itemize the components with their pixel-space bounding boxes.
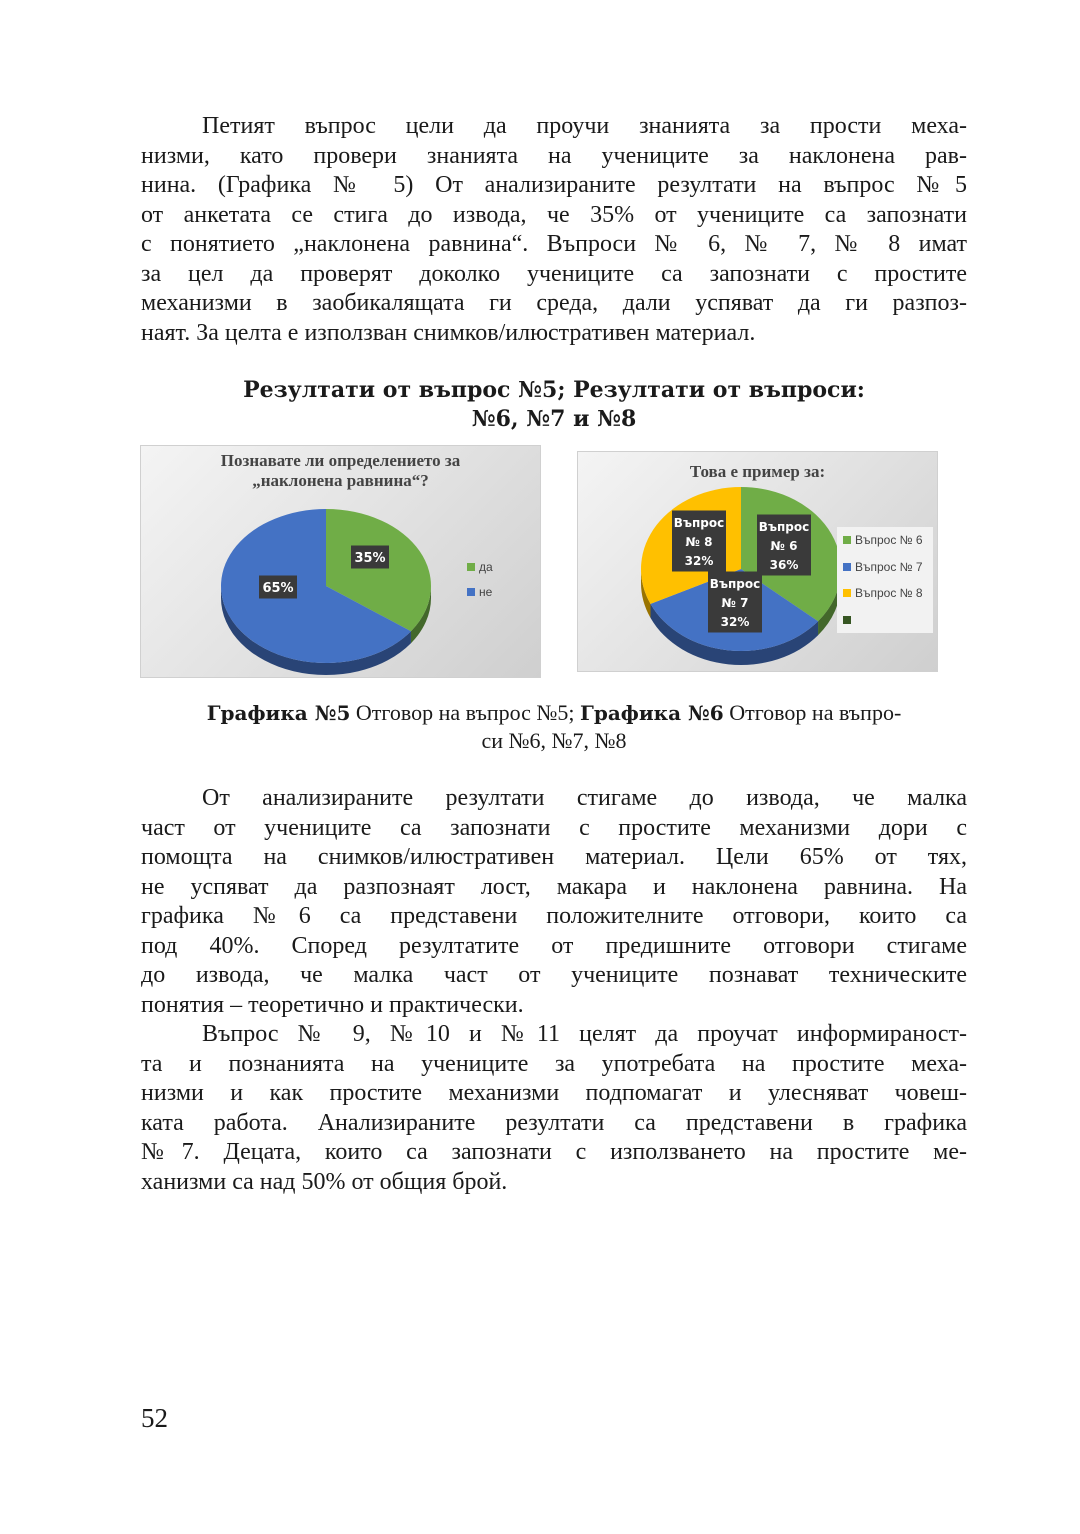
text-line: не успяват да разпознаят лост, макара и наклонена равнина. На <box>141 873 967 900</box>
legend-item-yes: да <box>467 554 493 581</box>
text-line: с понятието „наклонена равнина“. Въпроси № 6, № 7, № 8 имат <box>141 231 967 257</box>
legend-item-q6: Въпрос № 6 <box>843 527 933 554</box>
text-line: От анализираните резултати стигаме до извода, че малка <box>202 785 967 811</box>
chart-1-legend <box>467 554 493 605</box>
text-line: та и познанията на учениците за употребата на простите меха- <box>141 1050 967 1077</box>
text-line: нина. (Графика № 5) От анализираните резултати на въпрос №5 <box>141 172 967 198</box>
legend-item-empty <box>843 607 933 634</box>
text-line: ката работа. Анализираните резултати са представени в графика <box>141 1109 967 1136</box>
text-line: низми и как простите механизми подпомагат и улесняват човеш- <box>141 1080 967 1106</box>
text-line: за цел да проверят доколко учениците са запознати с простите <box>141 260 967 287</box>
text-line: №7. Децата, които са запознати с използването на простите ме- <box>141 1139 967 1165</box>
text-line: част от учениците са запознати с простите механизми дори с <box>141 814 967 841</box>
text-line: понятия – теоретично и практически. <box>141 991 524 1018</box>
text-line: ханизми са над 50% от общия брой. <box>141 1168 508 1195</box>
pie-chart-questions-6-8 <box>577 451 938 672</box>
legend-item-q7: Въпрос № 7 <box>843 554 933 581</box>
figure-heading <box>141 376 967 434</box>
data-label: Въпрос <box>758 519 810 534</box>
heading-line-2: №6, №7 и №8 <box>471 406 637 432</box>
data-label: 36% <box>769 557 799 572</box>
text-line: наят. За целта е използван снимков/илюстративен материал. <box>141 319 756 346</box>
data-label: 35% <box>354 550 386 566</box>
legend-item-q8: Въпрос № 8 <box>843 580 933 607</box>
data-label: № 6 <box>770 538 798 553</box>
text-line: низми, като провери знанията на учениците за наклонена рав- <box>141 142 967 169</box>
chart-2-legend <box>837 527 933 633</box>
data-label: № 8 <box>685 534 713 549</box>
data-label: 32% <box>684 553 714 568</box>
heading-line-1: Резултати от въпрос №5; Резултати от въпроси: <box>243 377 865 403</box>
data-label: Въпрос <box>673 515 725 530</box>
caption-label-5: Графика №5 <box>206 701 351 725</box>
text-line: Въпрос № 9, №10 и №11 целят да проучат информираност- <box>202 1021 967 1047</box>
caption-text-6: Отговор на въпро- <box>723 700 902 725</box>
page-number: 52 <box>141 1403 168 1433</box>
caption-label-6: Графика №6 <box>580 701 724 725</box>
text-line: помощта на снимков/илюстративен материал. Цели 65% от тях, <box>141 844 967 870</box>
data-label: № 7 <box>721 595 749 610</box>
caption-line-2: си №6, №7, №8 <box>481 728 627 753</box>
text-line: от анкетата се стига до извода, че 35% от учениците са запознати <box>141 201 967 228</box>
text-line: до извода, че малка част от учениците познават техническите <box>141 962 967 988</box>
text-line: под 40%. Според резултатите от предишните отговори стигаме <box>141 932 967 959</box>
text-line: механизми в заобикалящата ги среда, дали успяват да ги разпоз- <box>141 290 967 316</box>
text-line: графика №6 са представени положителните отговори, които са <box>141 903 967 929</box>
legend-item-no: не <box>467 579 493 606</box>
data-label: 32% <box>720 614 750 629</box>
paragraph-1 <box>141 112 967 348</box>
chart-2-title: Това е пример за: <box>689 462 826 481</box>
caption-text-5: Отговор на въпрос №5; <box>350 700 581 725</box>
data-label: 65% <box>262 580 294 596</box>
pie-chart-question-5 <box>140 445 541 678</box>
chart-1-title: Познавате ли определението за „наклонена равнина“? <box>220 451 461 490</box>
text-line: Петият въпрос цели да проучи знанията за прости меха- <box>202 113 967 139</box>
data-label: Въпрос <box>709 576 761 591</box>
paragraph-2 <box>141 784 967 1197</box>
figure-caption <box>141 699 967 755</box>
